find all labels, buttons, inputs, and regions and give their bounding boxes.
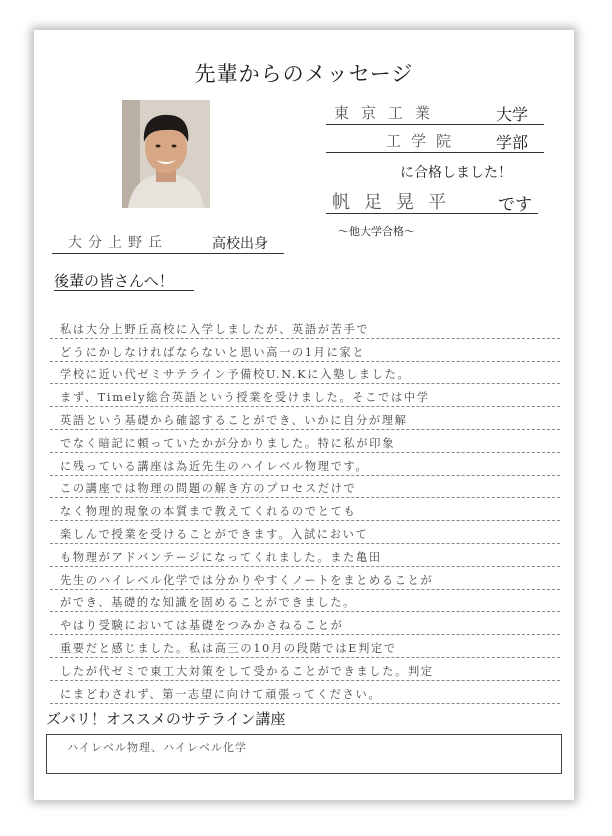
message-line: に残っている講座は為近先生のハイレベル物理です。 bbox=[50, 453, 560, 476]
message-line: やはり受験においては基礎をつみかさねることが bbox=[50, 612, 560, 635]
other-universities: ～他大学合格～ bbox=[338, 225, 415, 238]
recommend-heading: ズバリ！オススメのサテライン講座 bbox=[46, 710, 286, 728]
highschool-suffix: 高校出身 bbox=[212, 236, 268, 252]
university-suffix: 大学 bbox=[496, 105, 529, 124]
message-line: も物理がアドバンテージになってくれました。また亀田 bbox=[50, 544, 560, 567]
message-line: でなく暗記に頼っていたかが分かりました。特に私が印象 bbox=[50, 430, 560, 453]
faculty-line bbox=[326, 152, 544, 153]
message-heading: 後輩の皆さんへ！ bbox=[54, 272, 174, 290]
message-line: ができ、基礎的な知識を固めることができました。 bbox=[50, 590, 560, 613]
message-line: どうにかしなければならないと思い高一の1月に家と bbox=[50, 339, 560, 362]
message-line: したが代ゼミで東工大対策をして受かることができました。判定 bbox=[50, 658, 560, 681]
message-line: 重要だと感じました。私は高三の10月の段階ではE判定で bbox=[50, 635, 560, 658]
university-line bbox=[326, 124, 544, 125]
student-suffix: です bbox=[498, 195, 532, 215]
message-line: なく物理的現象の本質まで教えてくれるのでとても bbox=[50, 498, 560, 521]
message-line: 英語という基礎から確認することができ、いかに自分が理解 bbox=[50, 407, 560, 430]
faculty-suffix: 学部 bbox=[496, 133, 529, 152]
name-line bbox=[326, 213, 538, 214]
message-heading-underline bbox=[54, 290, 194, 291]
message-line: 私は大分上野丘高校に入学しましたが、英語が苦手で bbox=[50, 316, 560, 339]
message-body bbox=[50, 316, 560, 704]
message-line: この講座では物理の問題の解き方のプロセスだけで bbox=[50, 476, 560, 499]
student-photo bbox=[122, 100, 210, 208]
recommend-courses: ハイレベル物理、ハイレベル化学 bbox=[67, 741, 247, 754]
page-title: 先輩からのメッセージ bbox=[194, 62, 414, 86]
passed-text: に合格しました！ bbox=[400, 165, 512, 181]
recommend-box bbox=[46, 734, 562, 774]
message-line: 先生のハイレベル化学では分かりやすくノートをまとめることが bbox=[50, 567, 560, 590]
faculty-name: 工学院 bbox=[386, 132, 462, 150]
message-line: まず、Timely総合英語という授業を受けました。そこでは中学 bbox=[50, 384, 560, 407]
message-sheet bbox=[34, 30, 574, 800]
highschool-line bbox=[52, 253, 284, 254]
message-line: 学校に近い代ゼミサテライン予備校U.N.Kに入塾しました。 bbox=[50, 362, 560, 385]
highschool-name: 大分上野丘 bbox=[68, 235, 168, 251]
student-name: 帆足晃平 bbox=[332, 192, 460, 213]
message-line: 楽しんで授業を受けることができます。入試において bbox=[50, 521, 560, 544]
message-line: にまどわされず、第一志望に向けて頑張ってください。 bbox=[50, 681, 560, 704]
university-name: 東京工業 bbox=[334, 104, 443, 122]
